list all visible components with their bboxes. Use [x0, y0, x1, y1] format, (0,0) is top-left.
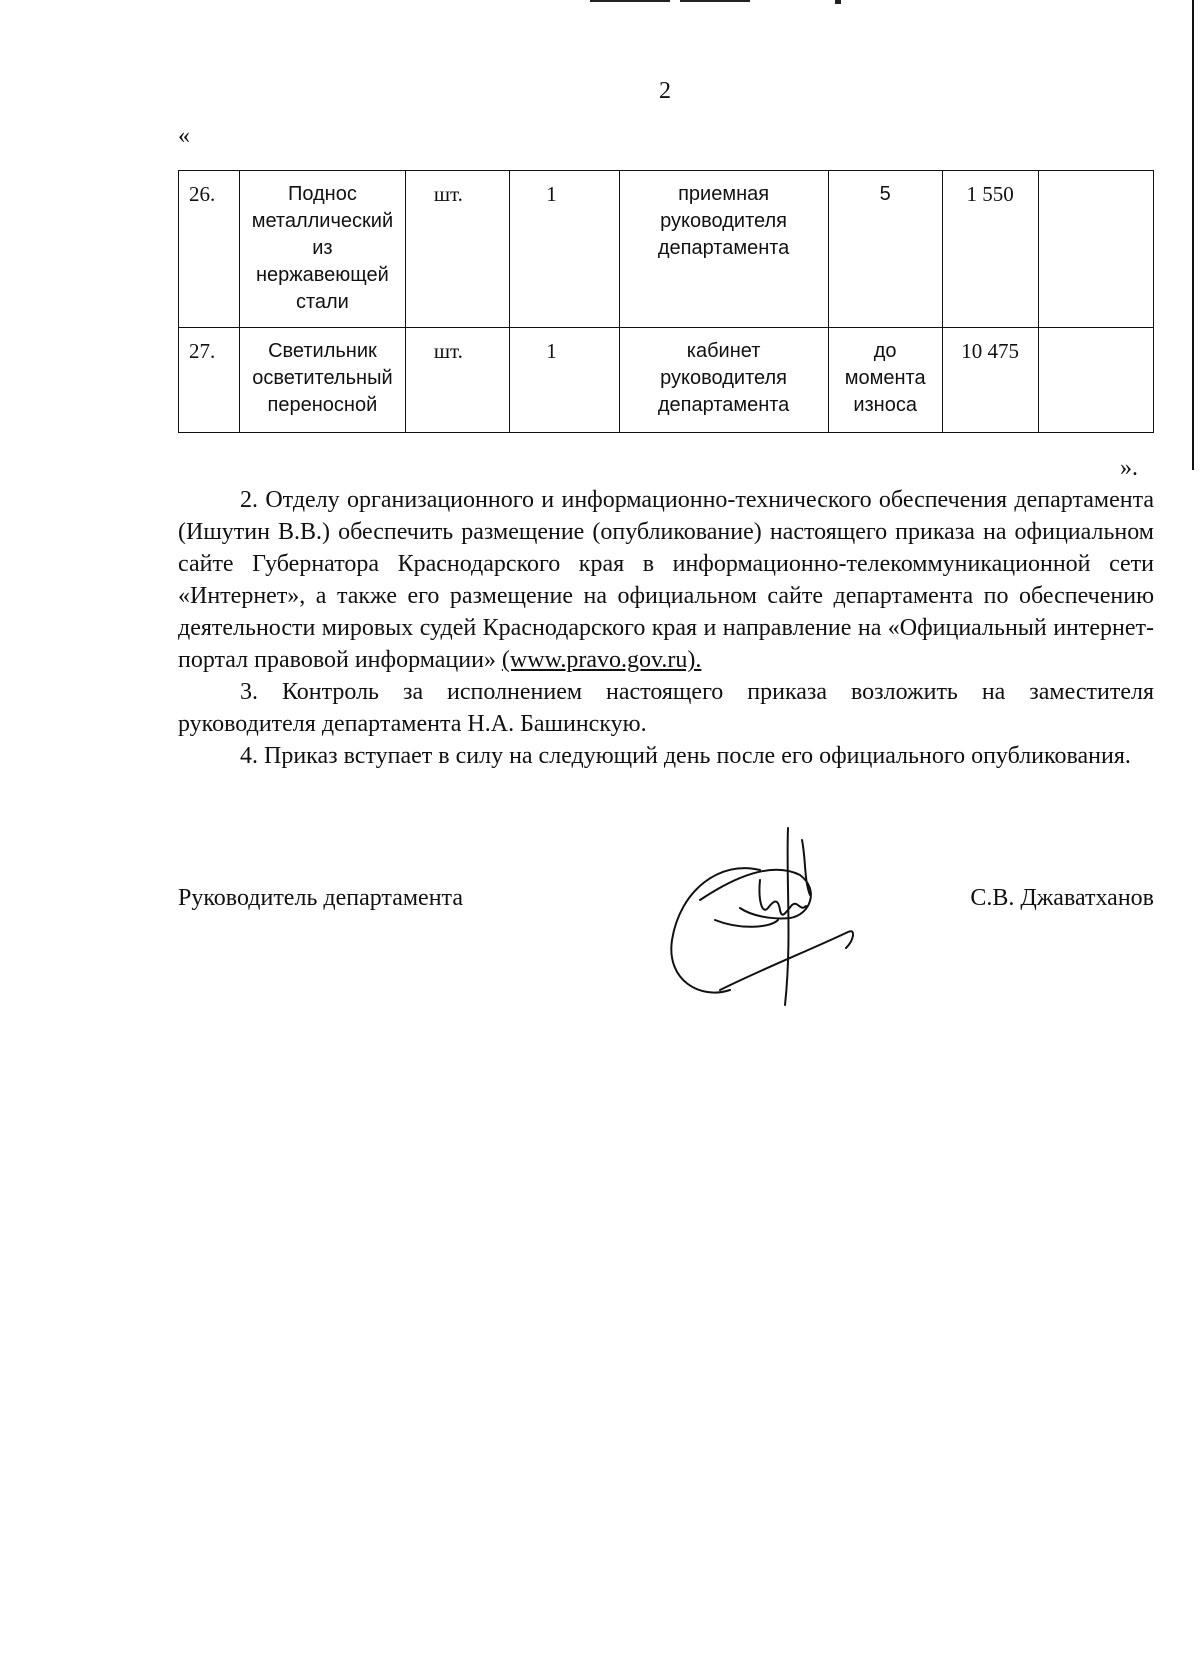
cell-note	[1038, 171, 1154, 328]
paragraph-4: 4. Приказ вступает в силу на следующий день после его официального опубликования.	[240, 743, 1131, 769]
cell-service-term: 5	[828, 171, 942, 328]
cell-location: кабинет руководителя департамента	[619, 328, 828, 433]
close-quote-mark: ».	[1120, 455, 1138, 481]
scan-top-marks	[590, 0, 850, 4]
cell-number: 26.	[179, 171, 240, 328]
cell-quantity: 1	[510, 328, 619, 433]
table-row	[179, 328, 1154, 433]
cell-unit: шт.	[405, 171, 509, 328]
cell-item-name: Поднос металлический из нержавеющей стали	[239, 171, 405, 328]
cell-quantity: 1	[510, 171, 619, 328]
cell-number: 27.	[179, 328, 240, 433]
cell-price: 10 475	[942, 328, 1038, 433]
items-table	[178, 170, 1154, 433]
cell-price: 1 550	[942, 171, 1038, 328]
signatory-position: Руководитель департамента	[178, 885, 463, 911]
pravo-url-link[interactable]: (www.pravo.gov.ru).	[501, 647, 702, 673]
cell-note	[1038, 328, 1154, 433]
cell-unit: шт.	[405, 328, 509, 433]
paragraph-2	[178, 484, 1154, 676]
handwritten-signature	[660, 820, 900, 1010]
signatory-name: С.В. Джаватханов	[970, 885, 1154, 911]
cell-service-term: до момента износа	[828, 328, 942, 433]
scan-right-edge	[1192, 0, 1194, 470]
open-quote-mark: «	[178, 123, 190, 149]
cell-location: приемная руководителя департамента	[619, 171, 828, 328]
paragraph-3: 3. Контроль за исполнением настоящего приказа возложить на заместителя руководителя департамента Н.А. Башинскую.	[178, 679, 1154, 737]
cell-item-name: Светильник осветительный переносной	[239, 328, 405, 433]
table-row	[179, 171, 1154, 328]
paragraph-2-text: 2. Отделу организационного и информационно-технического обеспечения департамента (Ишутин В.В.) обеспечить размещение (опубликование) настоящего приказа на официальном сайте Губернатора Краснодарского края в информационно-телекоммуникационной сети «Интернет», а также его размещение на официальном сайте департамента по обеспечению деятельности мировых судей Краснодарского края и направление на «Официальный интернет-портал правовой информации»	[178, 487, 1154, 673]
order-body-text	[178, 484, 1154, 772]
page-number: 2	[659, 78, 671, 104]
